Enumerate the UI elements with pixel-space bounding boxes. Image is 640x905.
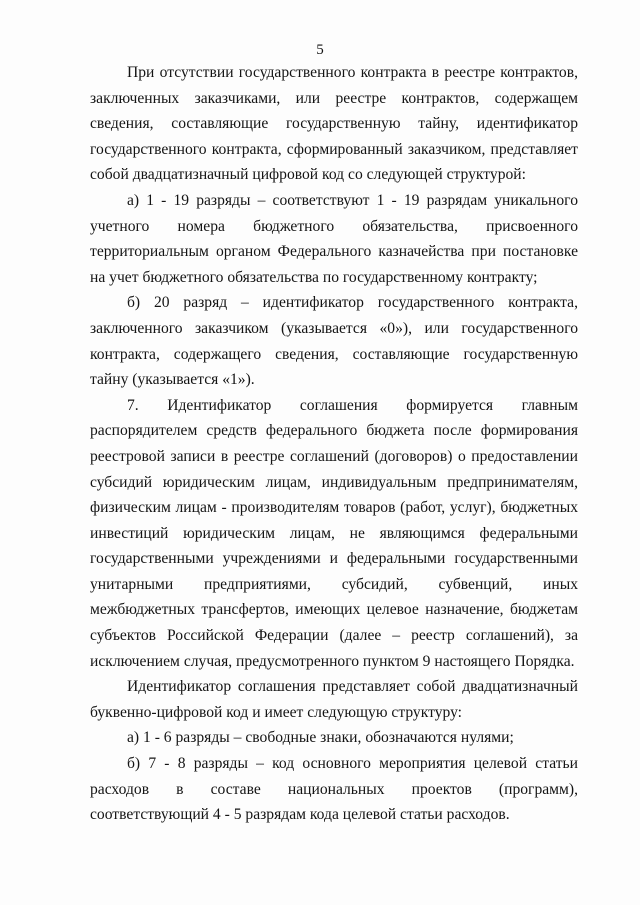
document-body	[90, 60, 578, 828]
paragraph-agreement-structure: Идентификатор соглашения представляет собой двадцатизначный буквенно-цифровой код и имеет следующую структуру:	[90, 678, 578, 721]
paragraph-contract-identifier: При отсутствии государственного контракта в реестре контрактов, заключенных заказчиками, или реестре контрактов, содержащем сведения, составляющие государственную тайну, идентификатор государственного контракта, сформированный заказчиком, представляет собой двадцатизначный цифровой код со следующей структурой:	[90, 64, 578, 184]
paragraph-digits-7-8: б) 7 - 8 разряды – код основного мероприятия целевой статьи расходов в составе национальных проектов (программ), соответствующий 4 - 5 разрядам кода целевой статьи расходов.	[90, 755, 578, 824]
paragraph-item-7-agreement-identifier: 7. Идентификатор соглашения формируется главным распорядителем средств федерального бюджета после формирования реестровой записи в реестре соглашений (договоров) о предоставлении субсидий юридическим лицам, индивидуальным предпринимателям, физическим лицам - производителям товаров (работ, услуг), бюджетных инвестиций юридическим лицам, не являющимся федеральными государственными учреждениями и федеральными государственными унитарными предприятиями, субсидий, субвенций, иных межбюджетных трансфертов, имеющих целевое назначение, бюджетам субъектов Российской Федерации (далее – реестр соглашений), за исключением случая, предусмотренного пунктом 9 настоящего Порядка.	[90, 396, 578, 670]
paragraph-digits-1-19: а) 1 - 19 разряды – соответствуют 1 - 19 разрядам уникального учетного номера бюджетного обязательства, присвоенного территориальным органом Федерального казначейства при постановке на учет бюджетного обязательства по государственному контракту;	[90, 191, 578, 286]
paragraph-digits-1-6: а) 1 - 6 разряды – свободные знаки, обозначаются нулями;	[127, 729, 514, 747]
paragraph-digit-20: б) 20 разряд – идентификатор государственного контракта, заключенного заказчиком (указывается «0»), или государственного контракта, содержащего сведения, составляющие государственную тайну (указывается «1»).	[90, 294, 578, 389]
page-number: 5	[316, 42, 324, 58]
